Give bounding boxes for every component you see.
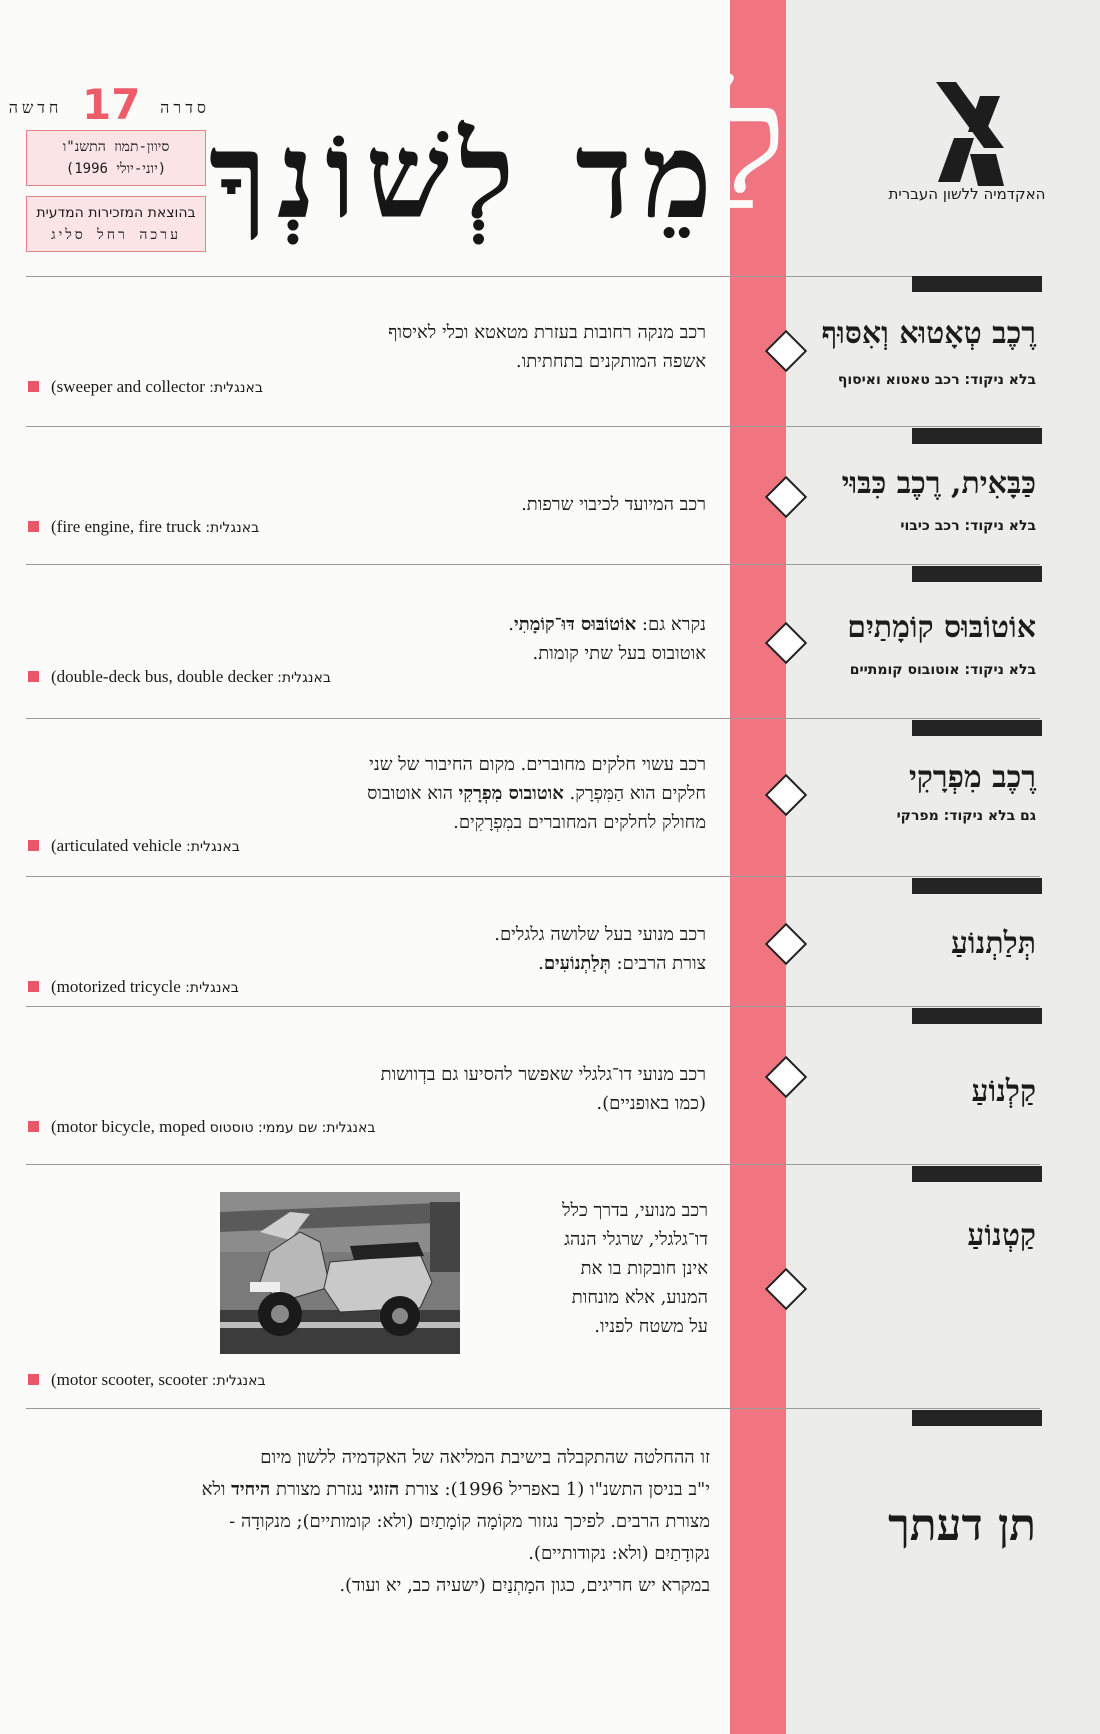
decision-line: זו ההחלטה שהתקבלה בישיבת המליאה של האקדמיה ללשון מיום bbox=[260, 1447, 710, 1468]
red-square-bullet bbox=[28, 521, 39, 532]
divider bbox=[26, 876, 1040, 877]
decision-line: מצורת הרבים. לפיכך נגזור מקוֹמָה קוֹמָתַיִם (ולא: קומותיים); מנקודָה - bbox=[229, 1511, 710, 1532]
decision-text bbox=[20, 1442, 710, 1602]
decision-line: י"ב בניסן התשנ"ו (1 באפריל 1996): צורת הזוגי נגזרת מצורת היחיד ולא bbox=[201, 1479, 710, 1500]
divider bbox=[26, 564, 1040, 565]
scooter-photo bbox=[220, 1192, 460, 1354]
entry-bar bbox=[912, 1166, 1042, 1182]
entry-definition bbox=[220, 490, 706, 519]
decision-line: נקודָתַיִם (ולא: נקודותיים). bbox=[528, 1543, 710, 1564]
publisher-box bbox=[26, 196, 206, 252]
entry-bar bbox=[912, 428, 1042, 444]
publisher-line-2: ערכה רחל סליג bbox=[50, 227, 182, 243]
definition-line: רכב מנקה רחובות בעזרת מטאטא וכלי לאיסוף bbox=[388, 322, 706, 343]
divider bbox=[26, 276, 1040, 277]
red-square-bullet bbox=[28, 1121, 39, 1132]
entry-bar bbox=[912, 566, 1042, 582]
definition-line: צורת הרבים: תְּלַתְנוֹעִים. bbox=[538, 953, 706, 974]
definition-line: אינן חובקות בו את bbox=[580, 1258, 708, 1279]
entry-definition bbox=[220, 610, 706, 668]
english-equivalent: (sweeper and collector באנגלית: bbox=[28, 377, 448, 397]
english-equivalent: (motor scooter, scooter באנגלית: bbox=[28, 1370, 448, 1390]
entry-definition bbox=[220, 1060, 706, 1118]
entry-definition bbox=[220, 750, 706, 837]
english-equivalent: (double-deck bus, double decker באנגלית: bbox=[28, 667, 448, 687]
entry-term: כַּבָּאִית, רֶכֶב כִּבּוּי bbox=[841, 466, 1036, 501]
entry-term: תְּלַתְנוֹעַ bbox=[950, 926, 1036, 961]
date-gregorian: (יוני-יולי 1996) bbox=[65, 161, 167, 177]
pink-stripe bbox=[715, 0, 786, 1734]
entry-bar bbox=[912, 1410, 1042, 1426]
entry-unpointed: גם בלא ניקוד: מפרקי bbox=[896, 808, 1036, 824]
red-square-bullet bbox=[28, 671, 39, 682]
masthead-lamed: לַ bbox=[715, 53, 786, 227]
definition-line: מחולק לחלקים המחוברים במִפְרָקִים. bbox=[453, 812, 706, 833]
entry-bar bbox=[912, 276, 1042, 292]
definition-line: אשפה המותקנים בתחתיתו. bbox=[515, 351, 706, 372]
date-box bbox=[26, 130, 206, 186]
divider bbox=[26, 1006, 1040, 1007]
date-hebrew: סיוון-תמוז התשנ"ו bbox=[62, 139, 170, 155]
series-line bbox=[8, 80, 210, 129]
right-gray-panel bbox=[786, 0, 1100, 1734]
entry-definition bbox=[486, 1196, 708, 1341]
english-equivalent: (fire engine, fire truck באנגלית: bbox=[28, 517, 448, 537]
divider bbox=[26, 426, 1040, 427]
entry-unpointed: בלא ניקוד: רכב טאטוא ואיסוף bbox=[837, 372, 1036, 388]
entry-term: רֶכֶב מִפְרָקִי bbox=[908, 760, 1036, 795]
series-number: 17 bbox=[82, 80, 141, 129]
red-square-bullet bbox=[28, 1374, 39, 1385]
entry-definition bbox=[220, 920, 706, 978]
divider bbox=[26, 718, 1040, 719]
red-square-bullet bbox=[28, 381, 39, 392]
entry-unpointed: בלא ניקוד: אוטובוס קומתיים bbox=[849, 662, 1036, 678]
definition-line: אוטובוס בעל שתי קומות. bbox=[532, 643, 706, 664]
entry-unpointed: בלא ניקוד: רכב כיבוי bbox=[900, 518, 1036, 534]
section-heading: תן דעתך bbox=[888, 1500, 1036, 1551]
definition-line: רכב המיועד לכיבוי שרפות. bbox=[521, 494, 706, 515]
divider bbox=[26, 1408, 1040, 1409]
entry-bar bbox=[912, 878, 1042, 894]
series-new: חדשה bbox=[8, 98, 63, 117]
entry-bar bbox=[912, 1008, 1042, 1024]
entry-term: אוֹטוֹבּוּס קוֹמָתַיִם bbox=[847, 610, 1036, 645]
definition-line: על משטח לפניו. bbox=[594, 1316, 708, 1337]
academy-logo bbox=[930, 82, 1008, 186]
entry-definition bbox=[220, 318, 706, 376]
definition-line: רכב עשוי חלקים מחוברים. מקום החיבור של שני bbox=[369, 754, 706, 775]
publisher-line-1: בהוצאת המזכירות המדעית bbox=[36, 205, 196, 221]
definition-line: דו־גלגלי, שרגלי הנהג bbox=[564, 1229, 708, 1250]
entry-term: קַלְנוֹעַ bbox=[971, 1074, 1036, 1109]
red-square-bullet bbox=[28, 840, 39, 851]
academy-name: האקדמיה ללשון העברית bbox=[888, 185, 1046, 203]
definition-line: (כמו באופניים). bbox=[596, 1093, 706, 1114]
divider bbox=[26, 1164, 1040, 1165]
masthead-title: מֵד לְשׁוֹנְךָ bbox=[208, 106, 722, 245]
definition-line: נקרא גם: אוֹטוֹבּוּס דּוּ־קוֹמָתִי. bbox=[508, 614, 706, 635]
english-equivalent: (motor bicycle, moped באנגלית: שם עממי: טוסטוס bbox=[28, 1117, 448, 1137]
red-square-bullet bbox=[28, 981, 39, 992]
entry-term: רֶכֶב טְאָטוּא וְאִסּוּף bbox=[821, 316, 1036, 351]
entry-bar bbox=[912, 720, 1042, 736]
series-label: סדרה bbox=[160, 98, 210, 117]
definition-line: רכב מנועי, בדרך כלל bbox=[562, 1200, 708, 1221]
definition-line: רכב מנועי דו־גלגלי שאפשר להסיעו גם בדְוושות bbox=[380, 1064, 706, 1085]
entry-term: קַטְנוֹעַ bbox=[967, 1218, 1036, 1253]
definition-line: חלקים הוא הַמִּפְרָק. אוטובוס מִפְרָקִי הוא אוטובוס bbox=[367, 783, 706, 804]
decision-line: במקרא יש חריגים, כגון המָתְנַיִם (ישעיה כב, יא ועוד). bbox=[339, 1575, 710, 1596]
english-equivalent: (articulated vehicle באנגלית: bbox=[28, 836, 448, 856]
english-equivalent: (motorized tricycle באנגלית: bbox=[28, 977, 448, 997]
definition-line: רכב מנועי בעל שלושה גלגלים. bbox=[494, 924, 706, 945]
definition-line: המנוע, אלא מונחות bbox=[571, 1287, 708, 1308]
